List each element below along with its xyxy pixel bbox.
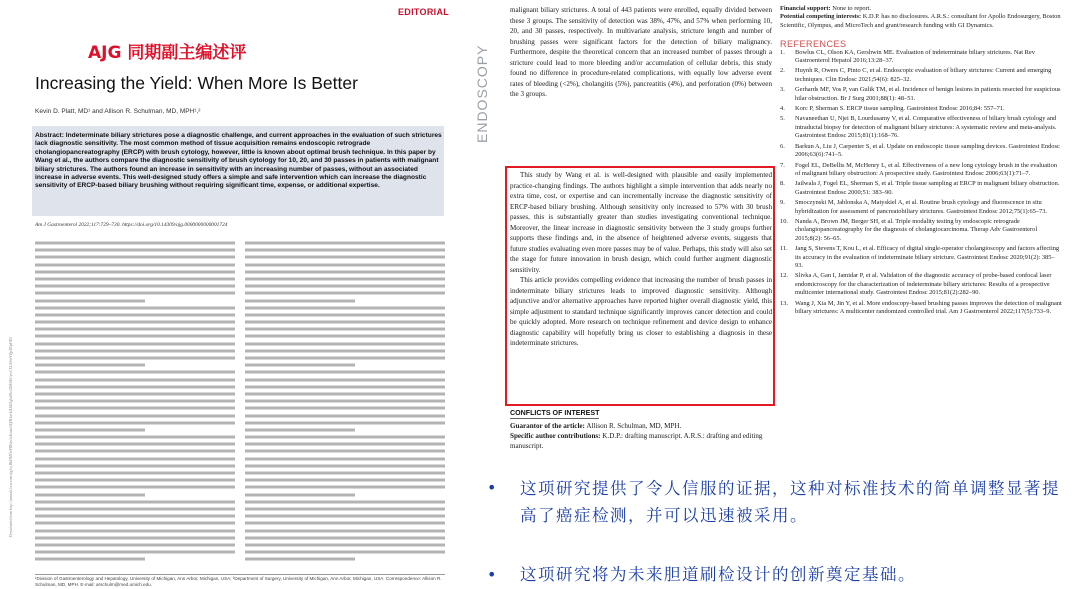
contributions-value: K.D.P.: drafting manuscript. A.R.S.: drafting and editing manuscript. xyxy=(510,432,763,450)
text-line xyxy=(245,492,355,498)
references-heading: REFERENCES xyxy=(780,39,847,50)
text-line xyxy=(245,398,445,404)
article-authors: Kevin D. Platt, MD¹ and Allison R. Schulman, MD, MPH¹,² xyxy=(35,108,201,115)
text-line xyxy=(245,470,445,476)
text-line xyxy=(245,262,445,268)
conclusion-paragraph-2: This article provides compelling evidence that increasing the number of brush passes in indeterminate biliary strictures leads to improved diagnostic sensitivity. Although adjunctive and/or alternative approaches have reported higher overall diagnostic yield, this simple adjustment to standard technique significantly improves cancer detection and could be quickly adopted. More research on technique refinement and device design to enhance diagnostic capability will hopefully bring us closer to establishing a diagnosis in these indeterminate strictures. xyxy=(510,276,772,347)
text-line xyxy=(245,333,445,339)
text-line xyxy=(245,269,445,275)
reference-text: Barkun A, Liu J, Carpenter S, et al. Update on endoscopic tissue sampling devices. Gastrointest Endosc 2006;63(6):741–5. xyxy=(795,142,1060,159)
reference-number: 2. xyxy=(780,67,785,75)
text-line xyxy=(245,542,445,548)
conflicts-heading: CONFLICTS OF INTEREST xyxy=(510,409,600,417)
text-line xyxy=(245,477,445,483)
text-line xyxy=(245,506,445,512)
text-line xyxy=(35,283,235,289)
text-line xyxy=(245,405,445,411)
text-line xyxy=(35,556,145,562)
text-line xyxy=(35,290,235,296)
reference-item xyxy=(780,199,1062,216)
text-line xyxy=(245,348,445,354)
text-line xyxy=(35,312,235,318)
text-line xyxy=(245,240,445,246)
reference-number: 10. xyxy=(780,217,788,225)
text-line xyxy=(35,499,235,505)
reference-item xyxy=(780,105,1062,113)
text-line xyxy=(245,276,445,282)
text-line xyxy=(245,384,445,390)
text-line xyxy=(35,441,235,447)
text-line xyxy=(245,312,445,318)
financial-label: Financial support: xyxy=(780,5,831,12)
text-line xyxy=(35,448,235,454)
note-bullet-2: 这项研究将为未来胆道刷检设计的创新奠定基础。 xyxy=(520,565,916,584)
text-line xyxy=(35,420,235,426)
text-line xyxy=(245,391,445,397)
reference-number: 3. xyxy=(780,86,785,94)
reference-number: 8. xyxy=(780,180,785,188)
text-line xyxy=(35,377,235,383)
reference-item xyxy=(780,180,1062,197)
reference-list xyxy=(780,49,1062,317)
coi-label: Potential competing interests: xyxy=(780,13,862,21)
financial-value: None to report. xyxy=(832,5,872,12)
reference-item xyxy=(780,272,1062,297)
text-line xyxy=(245,549,445,555)
text-line xyxy=(35,305,235,311)
article-middle-column xyxy=(510,5,772,100)
text-line xyxy=(35,362,145,368)
reference-text: Wang J, Xia M, Jin Y, et al. More endoscopy-based brushing passes improves the detection of malignant biliary strictures: A multicenter randomized controlled trial. Am J Gastroenterol 2022;117(5):733–9. xyxy=(795,299,1062,315)
text-line xyxy=(245,362,355,368)
reference-text: Bowlus CL, Olson KA, Gershwin ME. Evaluation of indeterminate biliary strictures. Nat Rev Gastroenterol Hepatol 2016;13:28–37. xyxy=(795,48,1035,65)
text-line xyxy=(245,305,445,311)
text-line xyxy=(245,283,445,289)
text-line xyxy=(35,477,235,483)
text-line xyxy=(245,441,445,447)
article-title: Increasing the Yield: When More Is Better xyxy=(35,73,358,93)
text-line xyxy=(35,384,235,390)
editorial-tag: EDITORIAL xyxy=(398,7,450,17)
text-line xyxy=(35,535,235,541)
reference-text: Korc P, Sherman S. ERCP tissue sampling. Gastrointest Endosc 2016;84: 557–71. xyxy=(795,105,1005,113)
reference-text: Smoczynski M, Jablonska A, Matyskiel A, et al. Routine brush cytology and fluorescence in situ hybridization for assessment of pancreatobiliary strictures. Gastrointest Endosc 2012;75(1):65–73. xyxy=(795,199,1048,215)
text-line xyxy=(35,254,235,260)
text-line xyxy=(245,254,445,260)
reference-item xyxy=(780,245,1062,270)
text-line xyxy=(245,434,445,440)
reference-text: Jailwala J, Fogel EL, Sherman S, et al. Triple tissue sampling at ERCP in malignant biliary obstruction. Gastrointest Endosc 2000;51: 383–90. xyxy=(795,180,1060,196)
reference-text: Navaneethan U, Njei B, Lourdusamy V, et al. Comparative effectiveness of biliary brush cytology and intraductal biopsy for detection of malignant biliary strictures: A systematic review and meta-analysis. Gastrointest Endosc 2015;81(1):168–76. xyxy=(795,115,1057,140)
text-line xyxy=(245,535,445,541)
text-line xyxy=(35,398,235,404)
text-line xyxy=(35,355,235,361)
text-line xyxy=(35,348,235,354)
section-label: ENDOSCOPY xyxy=(474,44,490,143)
reference-number: 13. xyxy=(780,299,788,307)
text-line xyxy=(35,506,235,512)
text-line xyxy=(35,276,235,282)
reference-item xyxy=(780,49,1062,66)
text-line xyxy=(245,341,445,347)
text-line xyxy=(35,549,235,555)
text-line xyxy=(245,513,445,519)
reference-item xyxy=(780,162,1062,179)
text-line xyxy=(35,413,235,419)
text-line xyxy=(245,456,445,462)
text-line xyxy=(35,319,235,325)
text-line xyxy=(35,369,235,375)
reference-number: 1. xyxy=(780,48,785,56)
text-line xyxy=(245,290,445,296)
text-line xyxy=(35,247,235,253)
text-line xyxy=(245,377,445,383)
references-column xyxy=(780,5,1062,318)
text-line xyxy=(245,484,445,490)
text-line xyxy=(35,513,235,519)
guarantor-label: Guarantor of the article: xyxy=(510,422,585,430)
article-citation: Am J Gastroenterol 2022;117:729–730. https://doi.org/10.14309/ajg.0000000000001724 xyxy=(35,222,228,228)
reference-item xyxy=(780,115,1062,140)
reference-number: 12. xyxy=(780,272,788,280)
results-paragraph: malignant biliary strictures. A total of 443 patients were enrolled, equally divided between these 3 groups. The sensitivity of detection was 38%, 47%, and 57% when performing 10, 20, and 30 passes, respectively. In multivariate analysis, stricture length and number of brushing passes were significant factors for the detection of biliary malignancy. Furthermore, despite the theoretical concern that an increased number of passes through a stricture could lead to more bleeding and/or accumulation of cellular debris, this study found no difference in procedure-related complications, with equally low adverse event rates of bleeding (<2%), cholangitis (5%), pancreatitis (4%), and perforation (0%) between the 3 groups. xyxy=(510,6,772,98)
text-line xyxy=(245,355,445,361)
text-line xyxy=(35,484,235,490)
article-abstract: Abstract: Indeterminate biliary strictures pose a diagnostic challenge, and current approaches in the evaluation of such strictures lack diagnostic sensitivity. The most common method of tissue acquisition remains endoscopic retrograde cholangiopancreatography (ERCP) with brush cytology, however, little is known about optimal brush technique. In this paper by Wang et al., the authors compare the diagnostic sensitivity of brush cytology for 10, 20, and 30 passes in patients with malignant biliary strictures. The authors found an increase in sensitivity with an increasing number of passes, without an associated increase in adverse events. This well-designed study offers a simple and safe intervention which can increase the diagnostic sensitivity of ERCP-based biliary brushing without requiring significant time, expense, or additional expertise. xyxy=(35,132,442,190)
text-line xyxy=(245,413,445,419)
sidebar-download-notice: Downloaded from http://journals.lww.com/ajg by BhDMf5ePHKav1zEoum1tQfN4a+kJLhEZgbsIHo4XMi0hCywCX1AWnYQp/IlQrHD3 xyxy=(9,336,13,537)
coi-value: K.D.P. has no disclosures. A.R.S.: consultant for Apollo Endosurgery, Boston Scientific, Olympus, and MicroTech and grant/research funding with GI Dynamics. xyxy=(780,13,1061,29)
text-line xyxy=(35,434,235,440)
text-line xyxy=(35,520,235,526)
text-line xyxy=(245,247,445,253)
text-line xyxy=(245,448,445,454)
reference-number: 11. xyxy=(780,245,788,253)
reference-number: 9. xyxy=(780,199,785,207)
text-line xyxy=(35,333,235,339)
reference-number: 7. xyxy=(780,161,785,169)
reference-item xyxy=(780,143,1062,160)
reference-number: 5. xyxy=(780,115,785,123)
text-line xyxy=(35,262,235,268)
reference-text: Huynh R, Owers C, Pinto C, et al. Endoscopic evaluation of biliary strictures: Current and emerging techniques. Clin Endosc 2021;54(6): 825–32. xyxy=(795,67,1052,83)
text-line xyxy=(245,326,445,332)
bullet-icon: • xyxy=(487,565,497,584)
text-line xyxy=(35,470,235,476)
text-line xyxy=(35,542,235,548)
text-line xyxy=(245,528,445,534)
text-line xyxy=(245,520,445,526)
reference-text: Slivka A, Gan I, Jamidar P, et al. Validation of the diagnostic accuracy of probe-based confocal laser endomicroscopy for the characterization of indeterminate biliary strictures: Results of a prospective multicenter international study. Gastrointest Endosc 2015;81(2):282–90. xyxy=(795,272,1052,297)
reference-text: Jang S, Stevens T, Kou L, et al. Efficacy of digital single-operator cholangioscopy and factors affecting its accuracy in the evaluation of indeterminate biliary stricture. Gastrointest Endosc 2020;91(2): 385–93. xyxy=(795,245,1060,269)
reference-item xyxy=(780,67,1062,84)
left-article-page xyxy=(0,0,462,589)
text-line xyxy=(35,427,145,433)
text-line xyxy=(245,499,445,505)
text-line xyxy=(245,463,445,469)
conclusion-paragraph-1: This study by Wang et al. is well-designed with plausible and easily implemented practice-changing findings. The authors highlight a simple intervention that adds nearly no extra time, cost, or expertise and can incrementally increase the diagnostic sensitivity of ERCP-based biliary brushing. Although sensitivity only increased to 57% with 30 brush passes, this is substantially greater than studies investigating conventional technique. Moreover, the linear increase in diagnostic sensitivity between the 3 study groups further supports these findings and, in the absence of heightened adverse events, suggests that future studies evaluating even more passes may be of value. Perhaps, this study will also set the stage for future innovation in brush design, which could further augment diagnostic sensitivity. xyxy=(510,171,772,274)
text-line xyxy=(35,391,235,397)
body-column-2 xyxy=(245,240,445,563)
text-line xyxy=(245,369,445,375)
reference-text: Gerhards MF, Vos P, van Gulik TM, et al. Incidence of benign lesions in patients resected for suspicious hilar obstruction. Br J Surg 2001;88(1): 48–51. xyxy=(795,86,1061,102)
guarantor-value: Allison R. Schulman, MD, MPH. xyxy=(586,422,682,430)
text-line xyxy=(245,427,355,433)
reference-number: 4. xyxy=(780,105,785,113)
contributions-label: Specific author contributions: xyxy=(510,432,601,440)
text-line xyxy=(245,319,445,325)
reference-item xyxy=(780,218,1062,243)
text-line xyxy=(35,269,235,275)
text-line xyxy=(245,420,445,426)
note-bullet-1: 这项研究提供了令人信服的证据，这种对标准技术的简单调整显著提高了癌症检测，并可以迅速被采用。 xyxy=(520,479,1060,525)
text-line xyxy=(35,456,235,462)
text-line xyxy=(35,463,235,469)
reference-item xyxy=(780,86,1062,103)
text-line xyxy=(35,405,235,411)
highlighted-conclusion xyxy=(510,170,772,349)
reference-item xyxy=(780,300,1062,317)
reference-text: Nanda A, Brown JM, Berger SH, et al. Triple modality testing by endoscopic retrograde cholangiopancreatography for the diagnosis of cholangiocarcinoma. Therap Adv Gastroenterol 2015;8(2): 56–65. xyxy=(795,217,1038,242)
text-line xyxy=(35,240,235,246)
ajg-editorial-label: AJG 同期副主编述评 xyxy=(88,43,247,63)
text-line xyxy=(245,556,355,562)
body-column-1 xyxy=(35,240,235,563)
text-line xyxy=(35,492,145,498)
reference-number: 6. xyxy=(780,142,785,150)
bullet-icon: • xyxy=(487,478,497,497)
text-line xyxy=(35,326,235,332)
conflicts-section xyxy=(510,408,772,451)
affiliation-footnote: ¹Division of Gastroenterology and Hepatology, University of Michigan, Ann Arbor, Michigan, USA; ²Department of Surgery, University of Michigan, Ann Arbor, Michigan, USA. Correspondence: Allison R. Schulman, MD, MPH. E-mail: arschulm@med.umich.edu. xyxy=(35,574,445,588)
reference-text: Fogel EL, DeBellis M, McHenry L, et al. Effectiveness of a new long cytology brush in the evaluation of malignant biliary obstruction: A prospective study. Gastrointest Endosc 2006;63(1):71–7. xyxy=(795,161,1058,177)
text-line xyxy=(35,341,235,347)
text-line xyxy=(245,298,355,304)
text-line xyxy=(35,528,235,534)
text-line xyxy=(35,298,145,304)
